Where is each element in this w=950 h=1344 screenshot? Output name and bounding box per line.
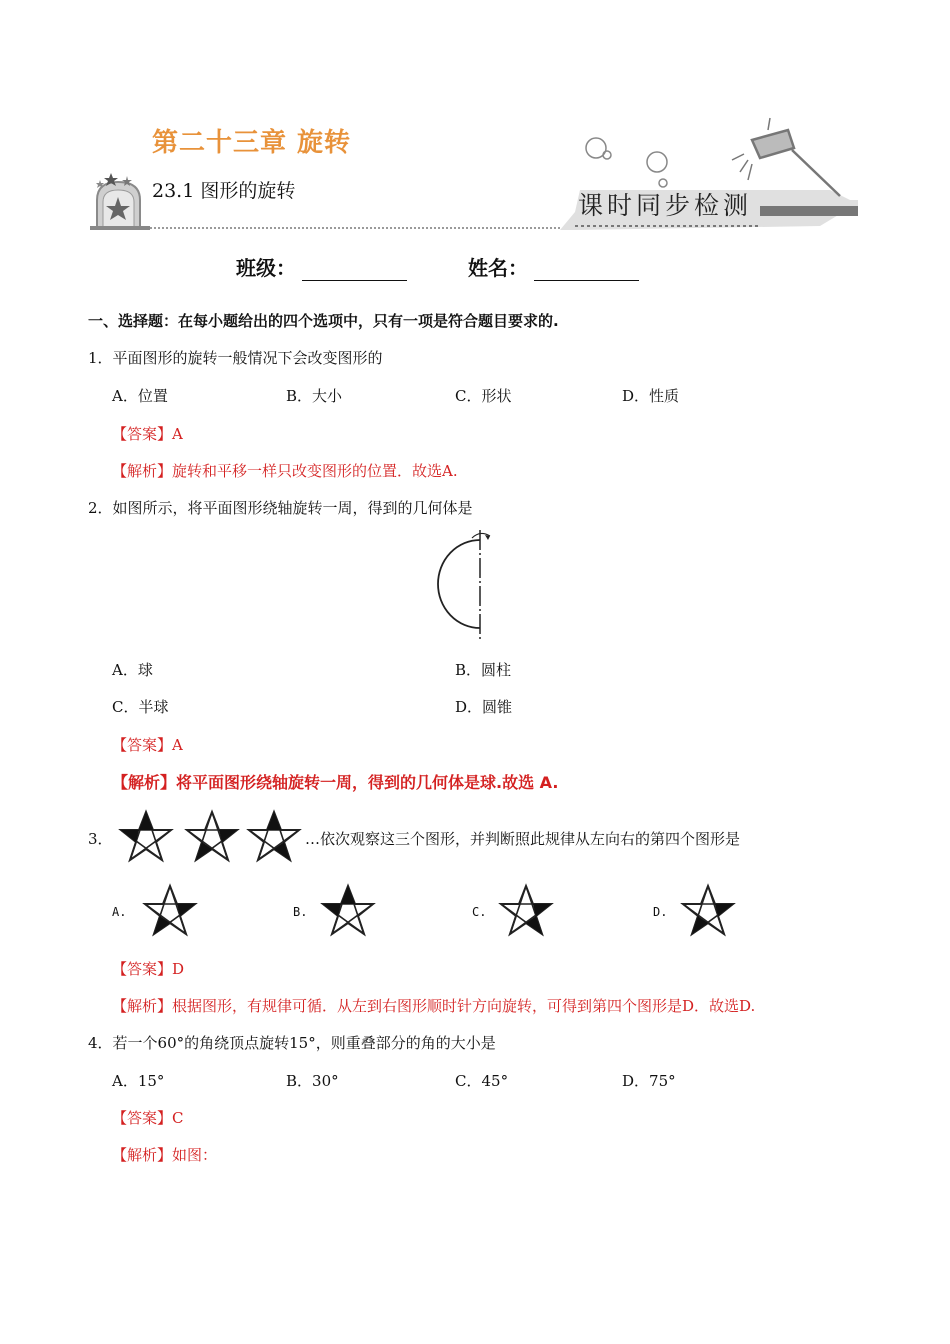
chapter-title: 第二十三章 旋转: [152, 128, 352, 158]
q4-option-c[interactable]: C．45°: [455, 1072, 509, 1090]
q3-option-stars: [140, 882, 760, 942]
banner-text: 课时同步检测: [578, 191, 753, 220]
q1-option-d[interactable]: D．性质: [622, 387, 680, 405]
star-badge-icon: [90, 173, 150, 230]
q3-option-b-label[interactable]: B.: [293, 905, 308, 919]
question-2-stem: 2．如图所示，将平面图形绕轴旋转一周，得到的几何体是: [88, 499, 473, 517]
question-3-stem: …依次观察这三个图形，并判断照此规律从左向右的第四个图形是: [305, 830, 741, 848]
q3-option-a-label[interactable]: A.: [112, 905, 127, 919]
sequence-star-3-icon: [249, 812, 299, 860]
q2-option-a[interactable]: A．球: [112, 661, 153, 679]
q1-option-c[interactable]: C．形状: [455, 387, 512, 405]
q4-option-b[interactable]: B．30°: [286, 1072, 339, 1090]
q4-answer: 【答案】C: [112, 1109, 184, 1127]
q3-option-b-star-icon[interactable]: [323, 886, 373, 934]
section-title: 23.1 图形的旋转: [152, 180, 296, 202]
q1-option-b[interactable]: B．大小: [286, 387, 343, 405]
name-field: [468, 252, 639, 281]
q2-answer: 【答案】A: [112, 736, 183, 754]
q2-option-c[interactable]: C．半球: [112, 698, 169, 716]
name-blank[interactable]: [534, 258, 639, 281]
question-4-stem: 4．若一个60°的角绕顶点旋转15°，则重叠部分的角的大小是: [88, 1034, 496, 1052]
section-heading: 一、选择题：在每小题给出的四个选项中，只有一项是符合题目要求的.: [88, 312, 559, 330]
sequence-stars-figure: [112, 808, 312, 866]
q4-option-a[interactable]: A．15°: [112, 1072, 165, 1090]
q1-option-a[interactable]: A．位置: [112, 387, 168, 405]
question-3-number: 3．: [88, 830, 113, 848]
name-label: 姓名：: [468, 256, 528, 280]
q4-option-d[interactable]: D．75°: [622, 1072, 676, 1090]
q3-answer: 【答案】D: [112, 960, 185, 978]
class-label: 班级：: [236, 256, 296, 280]
q4-analysis: 【解析】如图：: [112, 1146, 218, 1164]
q2-option-d[interactable]: D．圆锥: [455, 698, 513, 716]
q2-analysis: 【解析】将平面图形绕轴旋转一周，得到的几何体是球.故选 A.: [112, 773, 559, 792]
sequence-star-2-icon: [187, 812, 237, 860]
q2-option-b[interactable]: B．圆柱: [455, 661, 512, 679]
q3-option-a-star-icon[interactable]: [145, 886, 195, 934]
class-field: [236, 252, 407, 281]
q3-option-c-label[interactable]: C.: [472, 905, 487, 919]
q3-option-d-label[interactable]: D.: [653, 905, 668, 919]
q3-option-d-star-icon[interactable]: [683, 886, 733, 934]
q3-option-c-star-icon[interactable]: [501, 886, 551, 934]
header-decoration: [0, 0, 950, 240]
semicircle-axis-figure: [430, 526, 500, 644]
class-blank[interactable]: [302, 258, 407, 281]
desk-lamp-icon: [732, 118, 840, 196]
q3-analysis: 【解析】根据图形，有规律可循．从左到右图形顺时针方向旋转，可得到第四个图形是D．故选D.: [112, 997, 756, 1015]
q1-answer: 【答案】A: [112, 425, 183, 443]
question-1-stem: 1．平面图形的旋转一般情况下会改变图形的: [88, 349, 383, 367]
bubbles-decoration: [586, 138, 667, 187]
sequence-star-1-icon: [121, 812, 171, 860]
q1-analysis: 【解析】旋转和平移一样只改变图形的位置．故选A.: [112, 462, 458, 480]
